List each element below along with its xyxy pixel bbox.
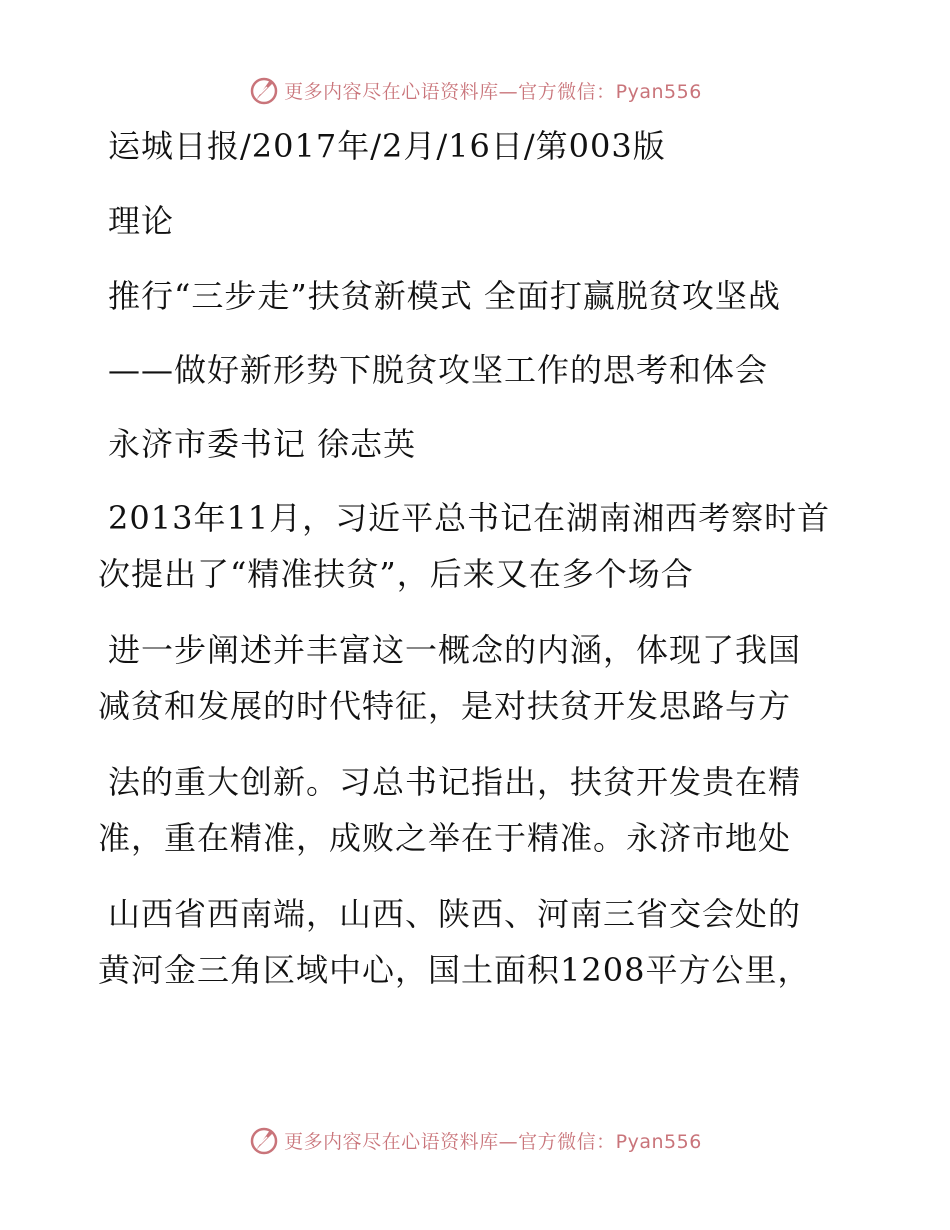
body-line: 2013年11月，习近平总书记在湖南湘西考察时首 — [108, 499, 831, 537]
feather-pen-circle-icon — [248, 74, 280, 106]
section-label: 理论 — [108, 202, 175, 240]
article-subtitle: ——做好新形势下脱贫攻坚工作的思考和体会 — [108, 351, 769, 389]
body-line: 进一步阐述并丰富这一概念的内涵，体现了我国 — [108, 631, 802, 669]
body-line: 黄河金三角区域中心，国土面积1208平方公里， — [98, 951, 811, 989]
newspaper-dateline: 运城日报/2017年/2月/16日/第003版 — [108, 127, 666, 165]
watermark-text: 更多内容尽在心语资料库—官方微信：Pyan556 — [284, 1130, 702, 1153]
footer-watermark — [0, 1120, 950, 1160]
body-line: 山西省西南端，山西、陕西、河南三省交会处的 — [108, 895, 802, 933]
body-line: 法的重大创新。习总书记指出，扶贫开发贵在精 — [108, 763, 802, 801]
article-author: 永济市委书记 徐志英 — [108, 425, 417, 463]
feather-pen-circle-icon — [248, 1124, 280, 1156]
body-line: 次提出了“精准扶贫”，后来又在多个场合 — [98, 555, 694, 593]
header-watermark — [0, 70, 950, 110]
watermark-text: 更多内容尽在心语资料库—官方微信：Pyan556 — [284, 80, 702, 103]
body-line: 减贫和发展的时代特征，是对扶贫开发思路与方 — [98, 687, 792, 725]
article-title: 推行“三步走”扶贫新模式 全面打赢脱贫攻坚战 — [108, 277, 781, 315]
body-line: 准，重在精准，成败之举在于精准。永济市地处 — [98, 819, 792, 857]
